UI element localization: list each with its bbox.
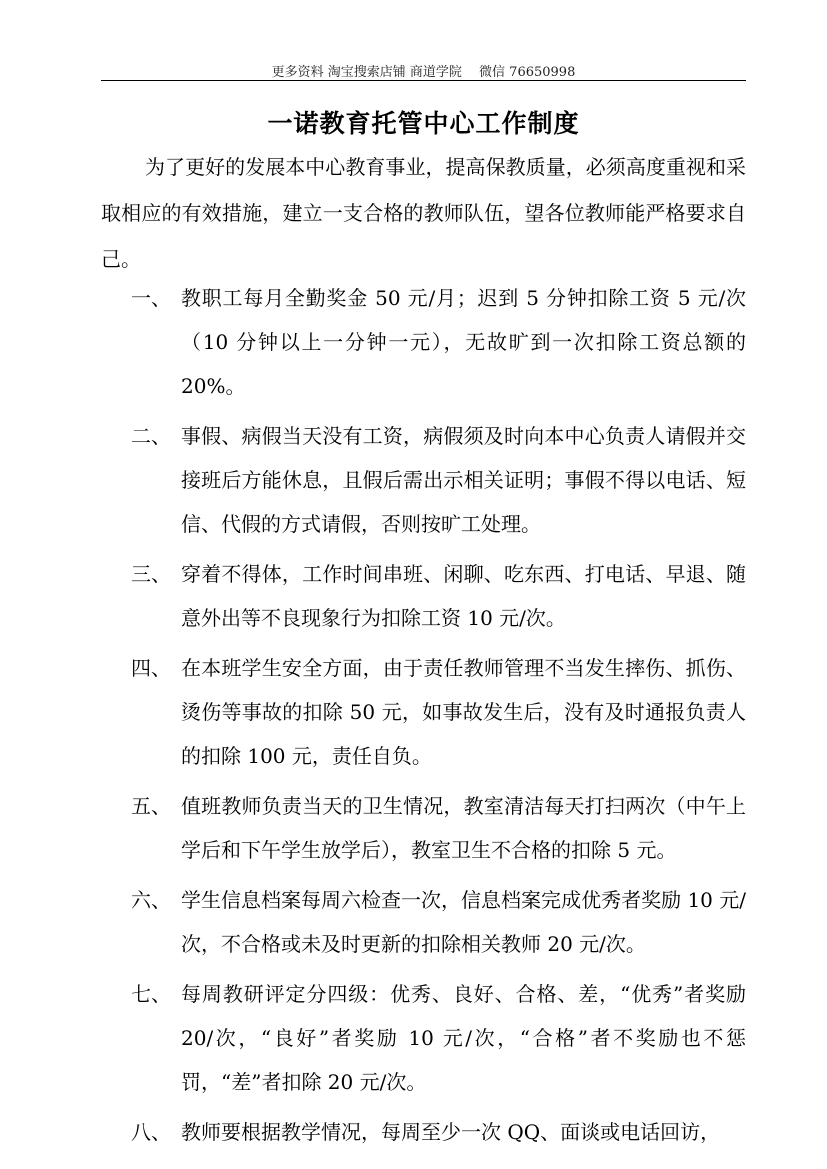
- rule-item: [101, 1110, 746, 1154]
- rule-item: [101, 552, 746, 640]
- rule-number: 二、: [131, 424, 171, 448]
- rule-text: 值班教师负责当天的卫生情况，教室清洁每天打扫两次（中午上学后和下午学生放学后），教室卫生不合格的扣除 5 元。: [181, 794, 746, 862]
- rule-item: [101, 878, 746, 966]
- rule-item: [101, 414, 746, 546]
- rule-item: [101, 276, 746, 408]
- rule-number: 一、: [131, 286, 171, 310]
- rule-item: [101, 646, 746, 778]
- rule-number: 三、: [131, 562, 171, 586]
- rule-number: 六、: [131, 888, 171, 912]
- rule-number: 八、: [131, 1120, 171, 1144]
- rule-text: 教师要根据教学情况，每周至少一次 QQ、面谈或电话回访，: [181, 1120, 721, 1144]
- rule-text: 在本班学生安全方面，由于责任教师管理不当发生摔伤、抓伤、烫伤等事故的扣除 50 元，如事故发生后，没有及时通报负责人的扣除 100 元，责任自负。: [181, 656, 746, 768]
- rule-number: 五、: [131, 794, 171, 818]
- document-title: 一诺教育托管中心工作制度: [267, 109, 580, 138]
- rule-item: [101, 972, 746, 1104]
- rules-list: [101, 276, 746, 1160]
- rule-text: 学生信息档案每周六检查一次，信息档案完成优秀者奖励 10 元/次，不合格或未及时更新的扣除相关教师 20 元/次。: [181, 888, 746, 956]
- rule-number: 七、: [131, 982, 171, 1006]
- rule-text: 事假、病假当天没有工资，病假须及时向本中心负责人请假并交接班后方能休息，且假后需出示相关证明；事假不得以电话、短信、代假的方式请假，否则按旷工处理。: [181, 424, 746, 536]
- rule-text: 穿着不得体，工作时间串班、闲聊、吃东西、打电话、早退、随意外出等不良现象行为扣除工资 10 元/次。: [181, 562, 746, 630]
- rule-text: 每周教研评定分四级：优秀、良好、合格、差，“优秀”者奖励 20/次，“良好”者奖励 10 元/次，“合格”者不奖励也不惩罚，“差”者扣除 20 元/次。: [181, 982, 746, 1094]
- page-header: 更多资料 淘宝搜索店铺 商道学院 微信 76650998: [271, 65, 576, 80]
- rule-number: 四、: [131, 656, 171, 680]
- header-divider: [101, 80, 746, 81]
- rule-text: 教职工每月全勤奖金 50 元/月；迟到 5 分钟扣除工资 5 元/次（10 分钟以上一分钟一元），无故旷到一次扣除工资总额的 20%。: [181, 286, 746, 398]
- rule-item: [101, 784, 746, 872]
- intro-paragraph: 为了更好的发展本中心教育事业，提高保教质量，必须高度重视和采取相应的有效措施，建立一支合格的教师队伍，望各位教师能严格要求自己。: [101, 155, 746, 271]
